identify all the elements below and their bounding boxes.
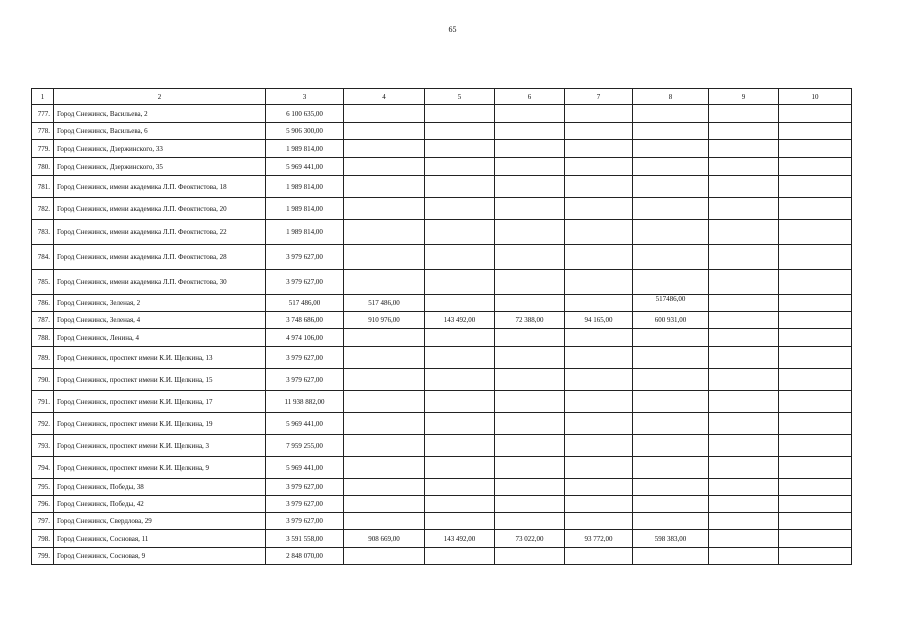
amount-cell-7 [565,329,633,347]
table-row [32,176,852,198]
amount-cell-3: 2 848 070,00 [266,548,344,565]
table-row [32,347,852,369]
table-row [32,295,852,312]
amount-cell-10 [779,220,852,245]
amount-cell-9 [709,245,779,270]
amount-cell-3: 3 591 558,00 [266,530,344,548]
amount-cell-9 [709,270,779,295]
row-number: 795. [32,479,54,496]
amount-cell-7 [565,369,633,391]
amount-cell-6 [495,198,565,220]
amount-cell-10 [779,457,852,479]
amount-cell-4 [344,457,425,479]
amount-cell-5 [425,457,495,479]
amount-cell-4 [344,391,425,413]
amount-cell-10 [779,105,852,123]
amount-cell-7: 94 165,00 [565,312,633,329]
amount-cell-10 [779,369,852,391]
amount-cell-10 [779,347,852,369]
column-header: 4 [344,89,425,105]
row-number: 787. [32,312,54,329]
amount-cell-4 [344,158,425,176]
amount-cell-7 [565,548,633,565]
amount-cell-8 [633,245,709,270]
column-header: 2 [54,89,266,105]
amount-cell-7 [565,220,633,245]
row-number: 793. [32,435,54,457]
amount-cell-8 [633,220,709,245]
table-row [32,329,852,347]
amount-cell-6 [495,457,565,479]
amount-cell-9 [709,312,779,329]
column-header: 8 [633,89,709,105]
amount-cell-3: 3 979 627,00 [266,496,344,513]
amount-cell-6 [495,329,565,347]
table-row [32,530,852,548]
amount-cell-7 [565,496,633,513]
amount-cell-3: 1 989 814,00 [266,198,344,220]
column-header: 1 [32,89,54,105]
address-cell: Город Снежинск, Победы, 42 [54,496,266,513]
amount-cell-8: 517486,00 [633,295,709,312]
amount-cell-8 [633,413,709,435]
amount-cell-10 [779,391,852,413]
amount-cell-10 [779,513,852,530]
amount-cell-10 [779,413,852,435]
amount-cell-8 [633,391,709,413]
amount-cell-3: 3 979 627,00 [266,369,344,391]
amount-cell-6 [495,140,565,158]
amount-cell-6 [495,435,565,457]
row-number: 779. [32,140,54,158]
address-cell: Город Снежинск, Зеленая, 2 [54,295,266,312]
address-cell: Город Снежинск, Победы, 38 [54,479,266,496]
amount-cell-7 [565,479,633,496]
column-header: 10 [779,89,852,105]
amount-cell-10 [779,548,852,565]
column-header: 6 [495,89,565,105]
amount-cell-5 [425,270,495,295]
amount-cell-4: 517 486,00 [344,295,425,312]
amount-cell-8 [633,105,709,123]
amount-cell-8 [633,270,709,295]
row-number: 784. [32,245,54,270]
amount-cell-5 [425,513,495,530]
row-number: 799. [32,548,54,565]
table-row [32,369,852,391]
amount-cell-5: 143 492,00 [425,312,495,329]
address-cell: Город Снежинск, Васильева, 2 [54,105,266,123]
page-number: 65 [448,25,457,34]
amount-cell-5 [425,140,495,158]
amount-cell-9 [709,176,779,198]
amount-cell-9 [709,220,779,245]
amount-cell-5 [425,105,495,123]
row-number: 789. [32,347,54,369]
row-number: 782. [32,198,54,220]
amount-cell-4 [344,140,425,158]
address-cell: Город Снежинск, имени академика Л.П. Феоктистова, 22 [54,220,266,245]
amount-cell-4 [344,369,425,391]
amount-cell-8 [633,496,709,513]
amount-cell-9 [709,140,779,158]
amount-cell-4 [344,105,425,123]
address-cell: Город Снежинск, проспект имени К.И. Щелкина, 13 [54,347,266,369]
amount-cell-9 [709,105,779,123]
amount-cell-10 [779,530,852,548]
table-row [32,198,852,220]
amount-cell-9 [709,479,779,496]
amount-cell-7 [565,413,633,435]
amount-cell-8: 600 931,00 [633,312,709,329]
amount-cell-4 [344,220,425,245]
amount-cell-3: 3 979 627,00 [266,347,344,369]
amount-cell-3: 3 979 627,00 [266,270,344,295]
table-row [32,158,852,176]
amount-cell-5 [425,413,495,435]
amount-cell-8 [633,347,709,369]
table-row [32,548,852,565]
amount-cell-6 [495,270,565,295]
amount-cell-8 [633,198,709,220]
amount-cell-4 [344,270,425,295]
table-row [32,479,852,496]
amount-cell-8 [633,176,709,198]
amount-cell-5 [425,369,495,391]
amount-cell-7 [565,457,633,479]
row-number: 790. [32,369,54,391]
amount-cell-7 [565,435,633,457]
address-cell: Город Снежинск, проспект имени К.И. Щелкина, 15 [54,369,266,391]
amount-cell-6 [495,369,565,391]
table-row [32,245,852,270]
address-cell: Город Снежинск, Дзержинского, 33 [54,140,266,158]
amount-cell-5 [425,479,495,496]
amount-cell-7 [565,391,633,413]
row-number: 788. [32,329,54,347]
amount-cell-10 [779,479,852,496]
address-cell: Город Снежинск, имени академика Л.П. Феоктистова, 28 [54,245,266,270]
address-cell: Город Снежинск, Свердлова, 29 [54,513,266,530]
amount-cell-5 [425,391,495,413]
amount-cell-9 [709,369,779,391]
amount-cell-5 [425,496,495,513]
address-cell: Город Снежинск, имени академика Л.П. Феоктистова, 30 [54,270,266,295]
amount-cell-8 [633,140,709,158]
amount-cell-10 [779,198,852,220]
amount-cell-4 [344,176,425,198]
amount-cell-9 [709,530,779,548]
amount-cell-7 [565,198,633,220]
amount-cell-6 [495,347,565,369]
amount-cell-8: 598 383,00 [633,530,709,548]
amount-cell-8 [633,329,709,347]
amount-cell-3: 11 938 882,00 [266,391,344,413]
amount-cell-3: 517 486,00 [266,295,344,312]
table-row [32,105,852,123]
amount-cell-4 [344,198,425,220]
amount-cell-8 [633,548,709,565]
amount-cell-3: 5 906 300,00 [266,123,344,140]
amount-cell-9 [709,295,779,312]
amount-cell-9 [709,413,779,435]
amount-cell-4 [344,123,425,140]
row-number: 797. [32,513,54,530]
amount-cell-3: 3 748 686,00 [266,312,344,329]
amount-cell-7 [565,245,633,270]
amount-cell-5 [425,176,495,198]
table-row [32,457,852,479]
row-number: 777. [32,105,54,123]
amount-cell-5 [425,435,495,457]
amount-cell-10 [779,295,852,312]
address-cell: Город Снежинск, Дзержинского, 35 [54,158,266,176]
amount-cell-9 [709,496,779,513]
table-row [32,270,852,295]
amount-cell-6: 72 388,00 [495,312,565,329]
amount-cell-5 [425,158,495,176]
table-row [32,435,852,457]
amount-cell-3: 4 974 106,00 [266,329,344,347]
row-number: 781. [32,176,54,198]
amount-cell-10 [779,158,852,176]
amount-cell-6 [495,245,565,270]
column-header: 5 [425,89,495,105]
amount-cell-4 [344,329,425,347]
row-number: 783. [32,220,54,245]
amount-cell-3: 5 969 441,00 [266,413,344,435]
amount-cell-10 [779,176,852,198]
address-cell: Город Снежинск, проспект имени К.И. Щелкина, 17 [54,391,266,413]
amount-cell-3: 5 969 441,00 [266,158,344,176]
amount-cell-10 [779,329,852,347]
amount-cell-6 [495,513,565,530]
amount-cell-10 [779,123,852,140]
amount-cell-3: 7 959 255,00 [266,435,344,457]
row-number: 778. [32,123,54,140]
amount-cell-5 [425,220,495,245]
address-cell: Город Снежинск, Зеленая, 4 [54,312,266,329]
amount-cell-6 [495,176,565,198]
row-number: 786. [32,295,54,312]
amount-cell-3: 3 979 627,00 [266,513,344,530]
amount-cell-6 [495,220,565,245]
column-header: 9 [709,89,779,105]
amount-cell-8 [633,513,709,530]
amount-cell-5 [425,123,495,140]
amount-cell-10 [779,140,852,158]
amount-cell-8 [633,479,709,496]
register-table [31,88,852,565]
amount-cell-3: 1 989 814,00 [266,140,344,158]
column-number-row [32,89,852,105]
amount-cell-5 [425,329,495,347]
amount-cell-4 [344,413,425,435]
amount-cell-7 [565,105,633,123]
amount-cell-6 [495,479,565,496]
amount-cell-6 [495,391,565,413]
amount-cell-9 [709,435,779,457]
amount-cell-3: 1 989 814,00 [266,220,344,245]
amount-cell-4: 908 669,00 [344,530,425,548]
amount-cell-9 [709,123,779,140]
amount-cell-7 [565,140,633,158]
amount-cell-6 [495,295,565,312]
amount-cell-5 [425,198,495,220]
table-row [32,391,852,413]
amount-cell-9 [709,329,779,347]
amount-cell-9 [709,391,779,413]
amount-cell-8 [633,369,709,391]
amount-cell-6 [495,105,565,123]
amount-cell-10 [779,312,852,329]
row-number: 791. [32,391,54,413]
amount-cell-3: 5 969 441,00 [266,457,344,479]
amount-cell-5: 143 492,00 [425,530,495,548]
amount-cell-7: 93 772,00 [565,530,633,548]
amount-cell-8 [633,123,709,140]
row-number: 780. [32,158,54,176]
amount-cell-6 [495,123,565,140]
amount-cell-5 [425,548,495,565]
amount-cell-4 [344,347,425,369]
amount-cell-10 [779,245,852,270]
address-cell: Город Снежинск, Васильева, 6 [54,123,266,140]
amount-cell-9 [709,198,779,220]
amount-cell-7 [565,176,633,198]
amount-cell-8 [633,435,709,457]
column-header: 7 [565,89,633,105]
amount-cell-6 [495,496,565,513]
amount-cell-6 [495,548,565,565]
address-cell: Город Снежинск, имени академика Л.П. Феоктистова, 18 [54,176,266,198]
row-number: 798. [32,530,54,548]
amount-cell-5 [425,347,495,369]
amount-cell-4 [344,496,425,513]
row-number: 792. [32,413,54,435]
row-number: 794. [32,457,54,479]
amount-cell-9 [709,513,779,530]
row-number: 796. [32,496,54,513]
amount-cell-7 [565,295,633,312]
amount-cell-3: 1 989 814,00 [266,176,344,198]
table-row [32,496,852,513]
amount-cell-10 [779,270,852,295]
table-row [32,413,852,435]
amount-cell-10 [779,496,852,513]
amount-cell-9 [709,548,779,565]
amount-cell-3: 3 979 627,00 [266,479,344,496]
amount-cell-5 [425,295,495,312]
amount-cell-8 [633,457,709,479]
amount-cell-8 [633,158,709,176]
amount-cell-5 [425,245,495,270]
table-row [32,220,852,245]
amount-cell-6: 73 022,00 [495,530,565,548]
amount-cell-7 [565,158,633,176]
amount-cell-10 [779,435,852,457]
amount-cell-4 [344,245,425,270]
amount-cell-4: 910 976,00 [344,312,425,329]
row-number: 785. [32,270,54,295]
address-cell: Город Снежинск, Ленина, 4 [54,329,266,347]
address-cell: Город Снежинск, Сосновая, 11 [54,530,266,548]
amount-cell-4 [344,513,425,530]
amount-cell-6 [495,158,565,176]
table-row [32,312,852,329]
amount-cell-9 [709,347,779,369]
amount-cell-4 [344,479,425,496]
column-header: 3 [266,89,344,105]
address-cell: Город Снежинск, проспект имени К.И. Щелкина, 19 [54,413,266,435]
address-cell: Город Снежинск, проспект имени К.И. Щелкина, 3 [54,435,266,457]
amount-cell-7 [565,270,633,295]
address-cell: Город Снежинск, проспект имени К.И. Щелкина, 9 [54,457,266,479]
amount-cell-9 [709,158,779,176]
amount-cell-9 [709,457,779,479]
amount-cell-7 [565,513,633,530]
amount-cell-4 [344,435,425,457]
table-row [32,513,852,530]
amount-cell-6 [495,413,565,435]
address-cell: Город Снежинск, имени академика Л.П. Феоктистова, 20 [54,198,266,220]
amount-cell-7 [565,347,633,369]
amount-cell-3: 3 979 627,00 [266,245,344,270]
table-row [32,140,852,158]
address-cell: Город Снежинск, Сосновая, 9 [54,548,266,565]
amount-cell-7 [565,123,633,140]
amount-cell-4 [344,548,425,565]
amount-cell-3: 6 100 635,00 [266,105,344,123]
table-row [32,123,852,140]
